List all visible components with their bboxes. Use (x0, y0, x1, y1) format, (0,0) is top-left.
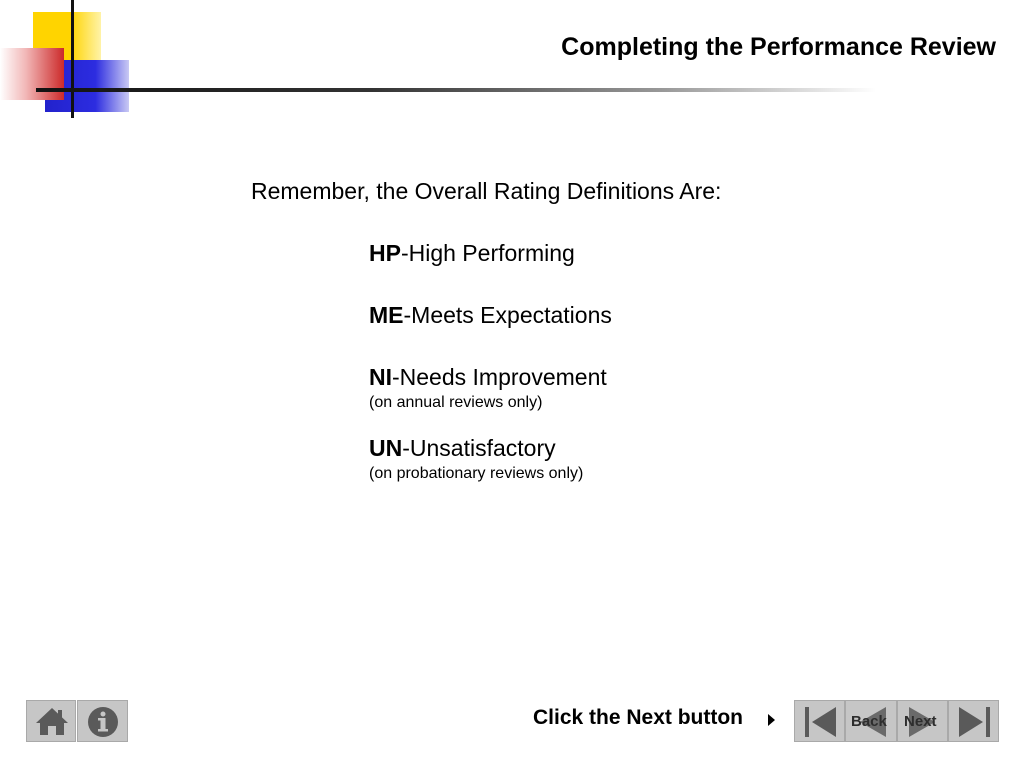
last-page-icon (949, 701, 1000, 743)
last-page-button[interactable] (948, 700, 999, 742)
intro-text: Remember, the Overall Rating Definitions Are: (251, 178, 722, 204)
definition-code: UN (369, 435, 403, 461)
definition-text: -Needs Improvement (392, 364, 607, 390)
definition-code: HP (369, 240, 401, 266)
logo-vertical-line (71, 0, 74, 118)
back-label: Back (851, 713, 887, 730)
first-page-icon (795, 701, 846, 743)
definition-un (369, 435, 556, 462)
header-rule (36, 88, 876, 92)
next-prompt: Click the Next button (533, 706, 744, 729)
definition-me (369, 302, 612, 329)
home-icon (27, 701, 77, 743)
navigation-controls (794, 700, 999, 742)
back-button[interactable] (845, 700, 897, 742)
home-button[interactable] (26, 700, 76, 742)
logo (0, 0, 140, 120)
definition-code: NI (369, 364, 392, 390)
caret-right-icon (766, 712, 776, 728)
info-button[interactable] (77, 700, 128, 742)
definition-note: (on annual reviews only) (369, 394, 543, 411)
next-label: Next (904, 713, 937, 730)
definition-text: -Unsatisfactory (402, 435, 556, 461)
definition-note: (on probationary reviews only) (369, 465, 584, 482)
page-title: Completing the Performance Review (561, 33, 996, 61)
next-button[interactable] (897, 700, 948, 742)
definition-code: ME (369, 302, 404, 328)
info-icon (78, 701, 129, 743)
definition-ni (369, 364, 607, 391)
first-page-button[interactable] (794, 700, 845, 742)
definition-text: -Meets Expectations (403, 302, 612, 328)
definition-hp (369, 240, 575, 267)
definition-text: -High Performing (400, 240, 575, 266)
logo-red-square (0, 48, 64, 100)
